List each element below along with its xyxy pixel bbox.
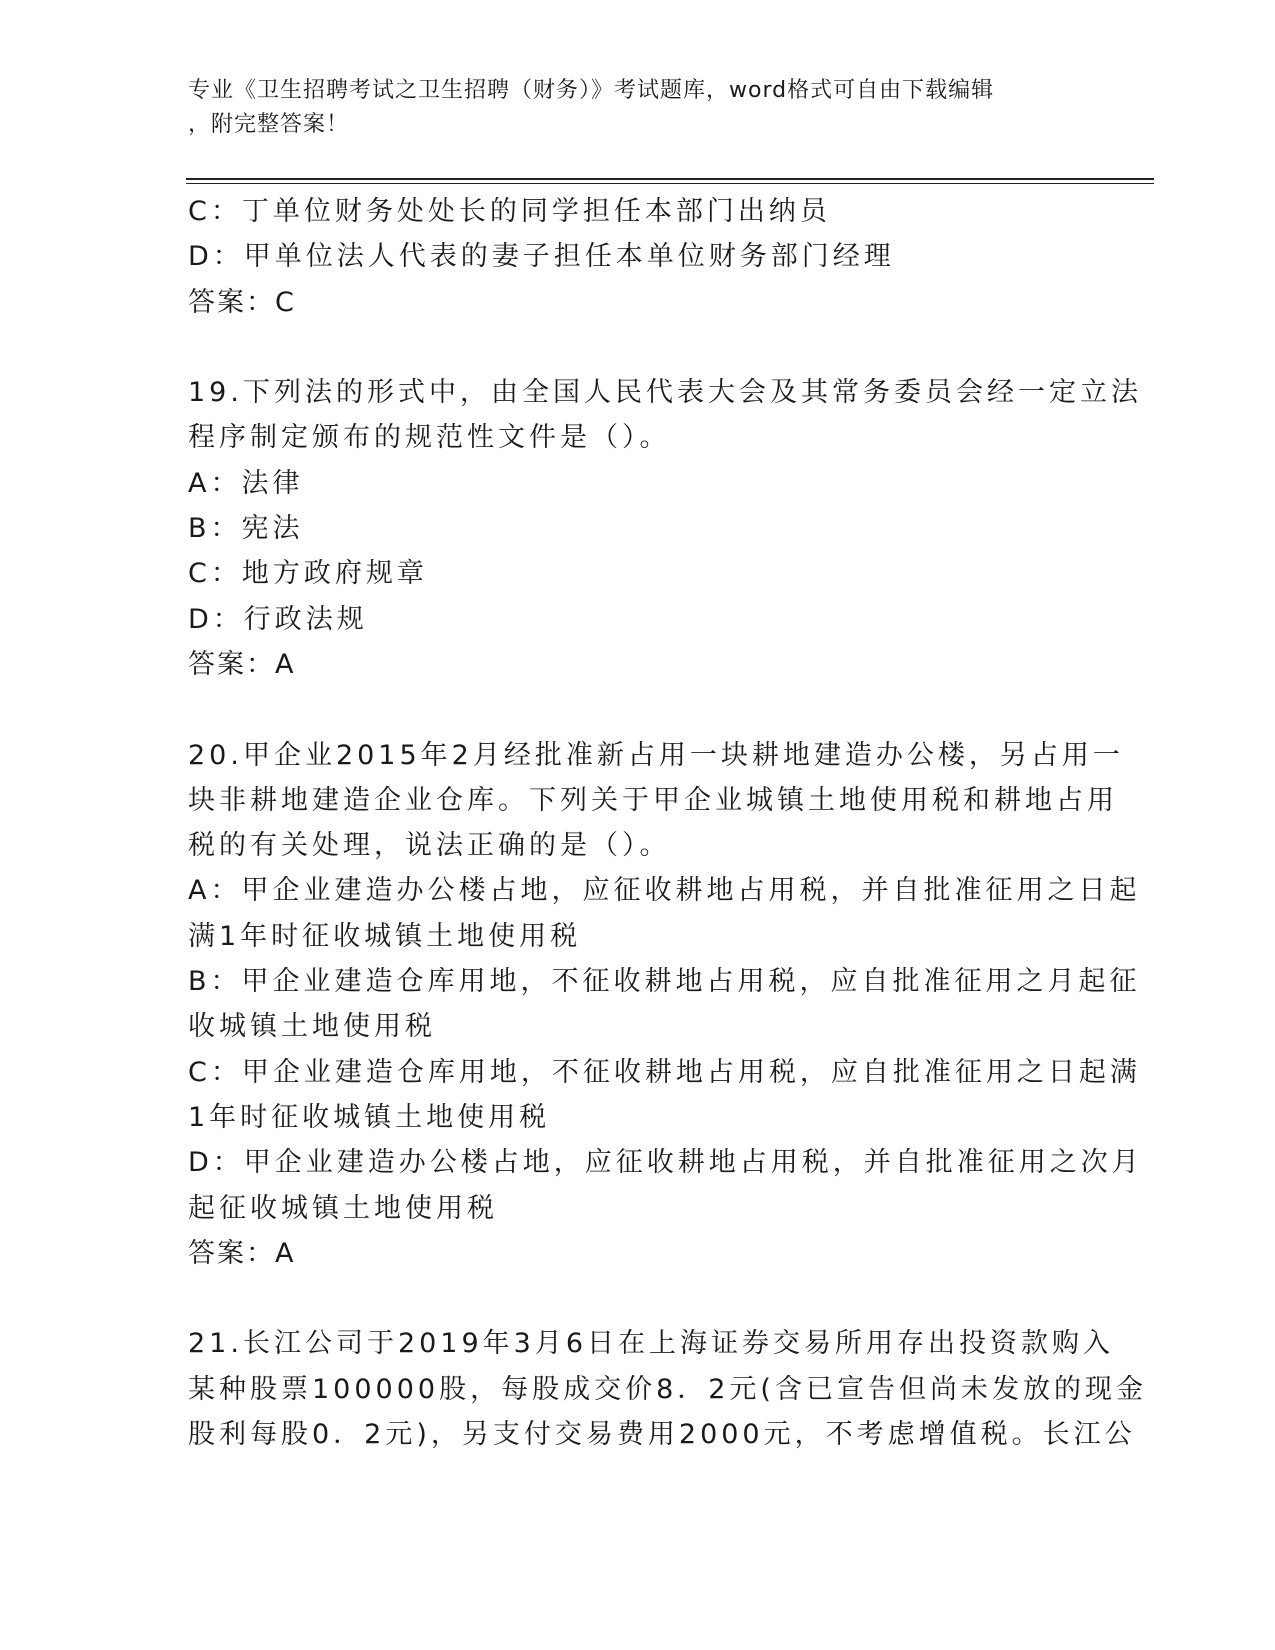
question-stem: 19.下列法的形式中，由全国人民代表大会及其常务委员会经一定立法 bbox=[188, 377, 1142, 409]
option-b: B：甲企业建造仓库用地，不征收耕地占用税，应自批准征用之月起征 bbox=[188, 966, 1141, 998]
option-d-cont: 起征收城镇土地使用税 bbox=[188, 1192, 498, 1224]
answer-line: 答案：C bbox=[188, 286, 296, 318]
option-c-cont: 1年时征收城镇土地使用税 bbox=[188, 1101, 551, 1133]
header-line-2: ，附完整答案！ bbox=[188, 112, 350, 137]
question-stem: 程序制定颁布的规范性文件是（）。 bbox=[188, 422, 671, 454]
option-c: C：甲企业建造仓库用地，不征收耕地占用税，应自批准征用之日起满 bbox=[188, 1056, 1141, 1088]
option-b: B：宪法 bbox=[188, 513, 304, 545]
question-21 bbox=[188, 1321, 1147, 1457]
question-stem: 某种股票100000股，每股成交价8．2元(含已宣告但尚未发放的现金 bbox=[188, 1373, 1147, 1405]
option-a: A：法律 bbox=[188, 467, 304, 499]
option-a-cont: 满1年时征收城镇土地使用税 bbox=[188, 920, 582, 952]
question-stem: 股利每股0．2元)，另支付交易费用2000元，不考虑增值税。长江公 bbox=[188, 1419, 1136, 1451]
option-d: D：行政法规 bbox=[188, 603, 368, 635]
question-stem: 块非耕地建造企业仓库。下列关于甲企业城镇土地使用税和耕地占用 bbox=[188, 784, 1118, 816]
header-rule-thick bbox=[186, 178, 1154, 180]
document-header bbox=[188, 74, 1068, 142]
question-stem: 20.甲企业2015年2月经批准新占用一块耕地建造办公楼，另占用一 bbox=[188, 739, 1124, 771]
option-b-cont: 收城镇土地使用税 bbox=[188, 1011, 436, 1043]
question-stem: 税的有关处理，说法正确的是（）。 bbox=[188, 830, 671, 862]
header-rule-thin bbox=[186, 183, 1154, 184]
header-line-1: 专业《卫生招聘考试之卫生招聘（财务）》考试题库，word格式可自由下载编辑 bbox=[188, 78, 995, 103]
option-d: D：甲单位法人代表的妻子担任本单位财务部门经理 bbox=[188, 241, 895, 273]
question-19 bbox=[188, 370, 1142, 687]
answer-line: 答案：A bbox=[188, 648, 296, 680]
option-d: D：甲企业建造办公楼占地，应征收耕地占用税，并自批准征用之次月 bbox=[188, 1147, 1143, 1179]
option-c: C：丁单位财务处处长的同学担任本部门出纳员 bbox=[188, 196, 831, 227]
question-20 bbox=[188, 733, 1143, 1277]
question-stem: 21.长江公司于2019年3月6日在上海证券交易所用存出投资款购入 bbox=[188, 1328, 1115, 1360]
question-18-tail bbox=[188, 189, 1078, 325]
document-body bbox=[188, 189, 1147, 1457]
option-a: A：甲企业建造办公楼占地，应征收耕地占用税，并自批准征用之日起 bbox=[188, 875, 1141, 907]
option-c: C：地方政府规章 bbox=[188, 558, 428, 590]
answer-line: 答案：A bbox=[188, 1237, 296, 1269]
